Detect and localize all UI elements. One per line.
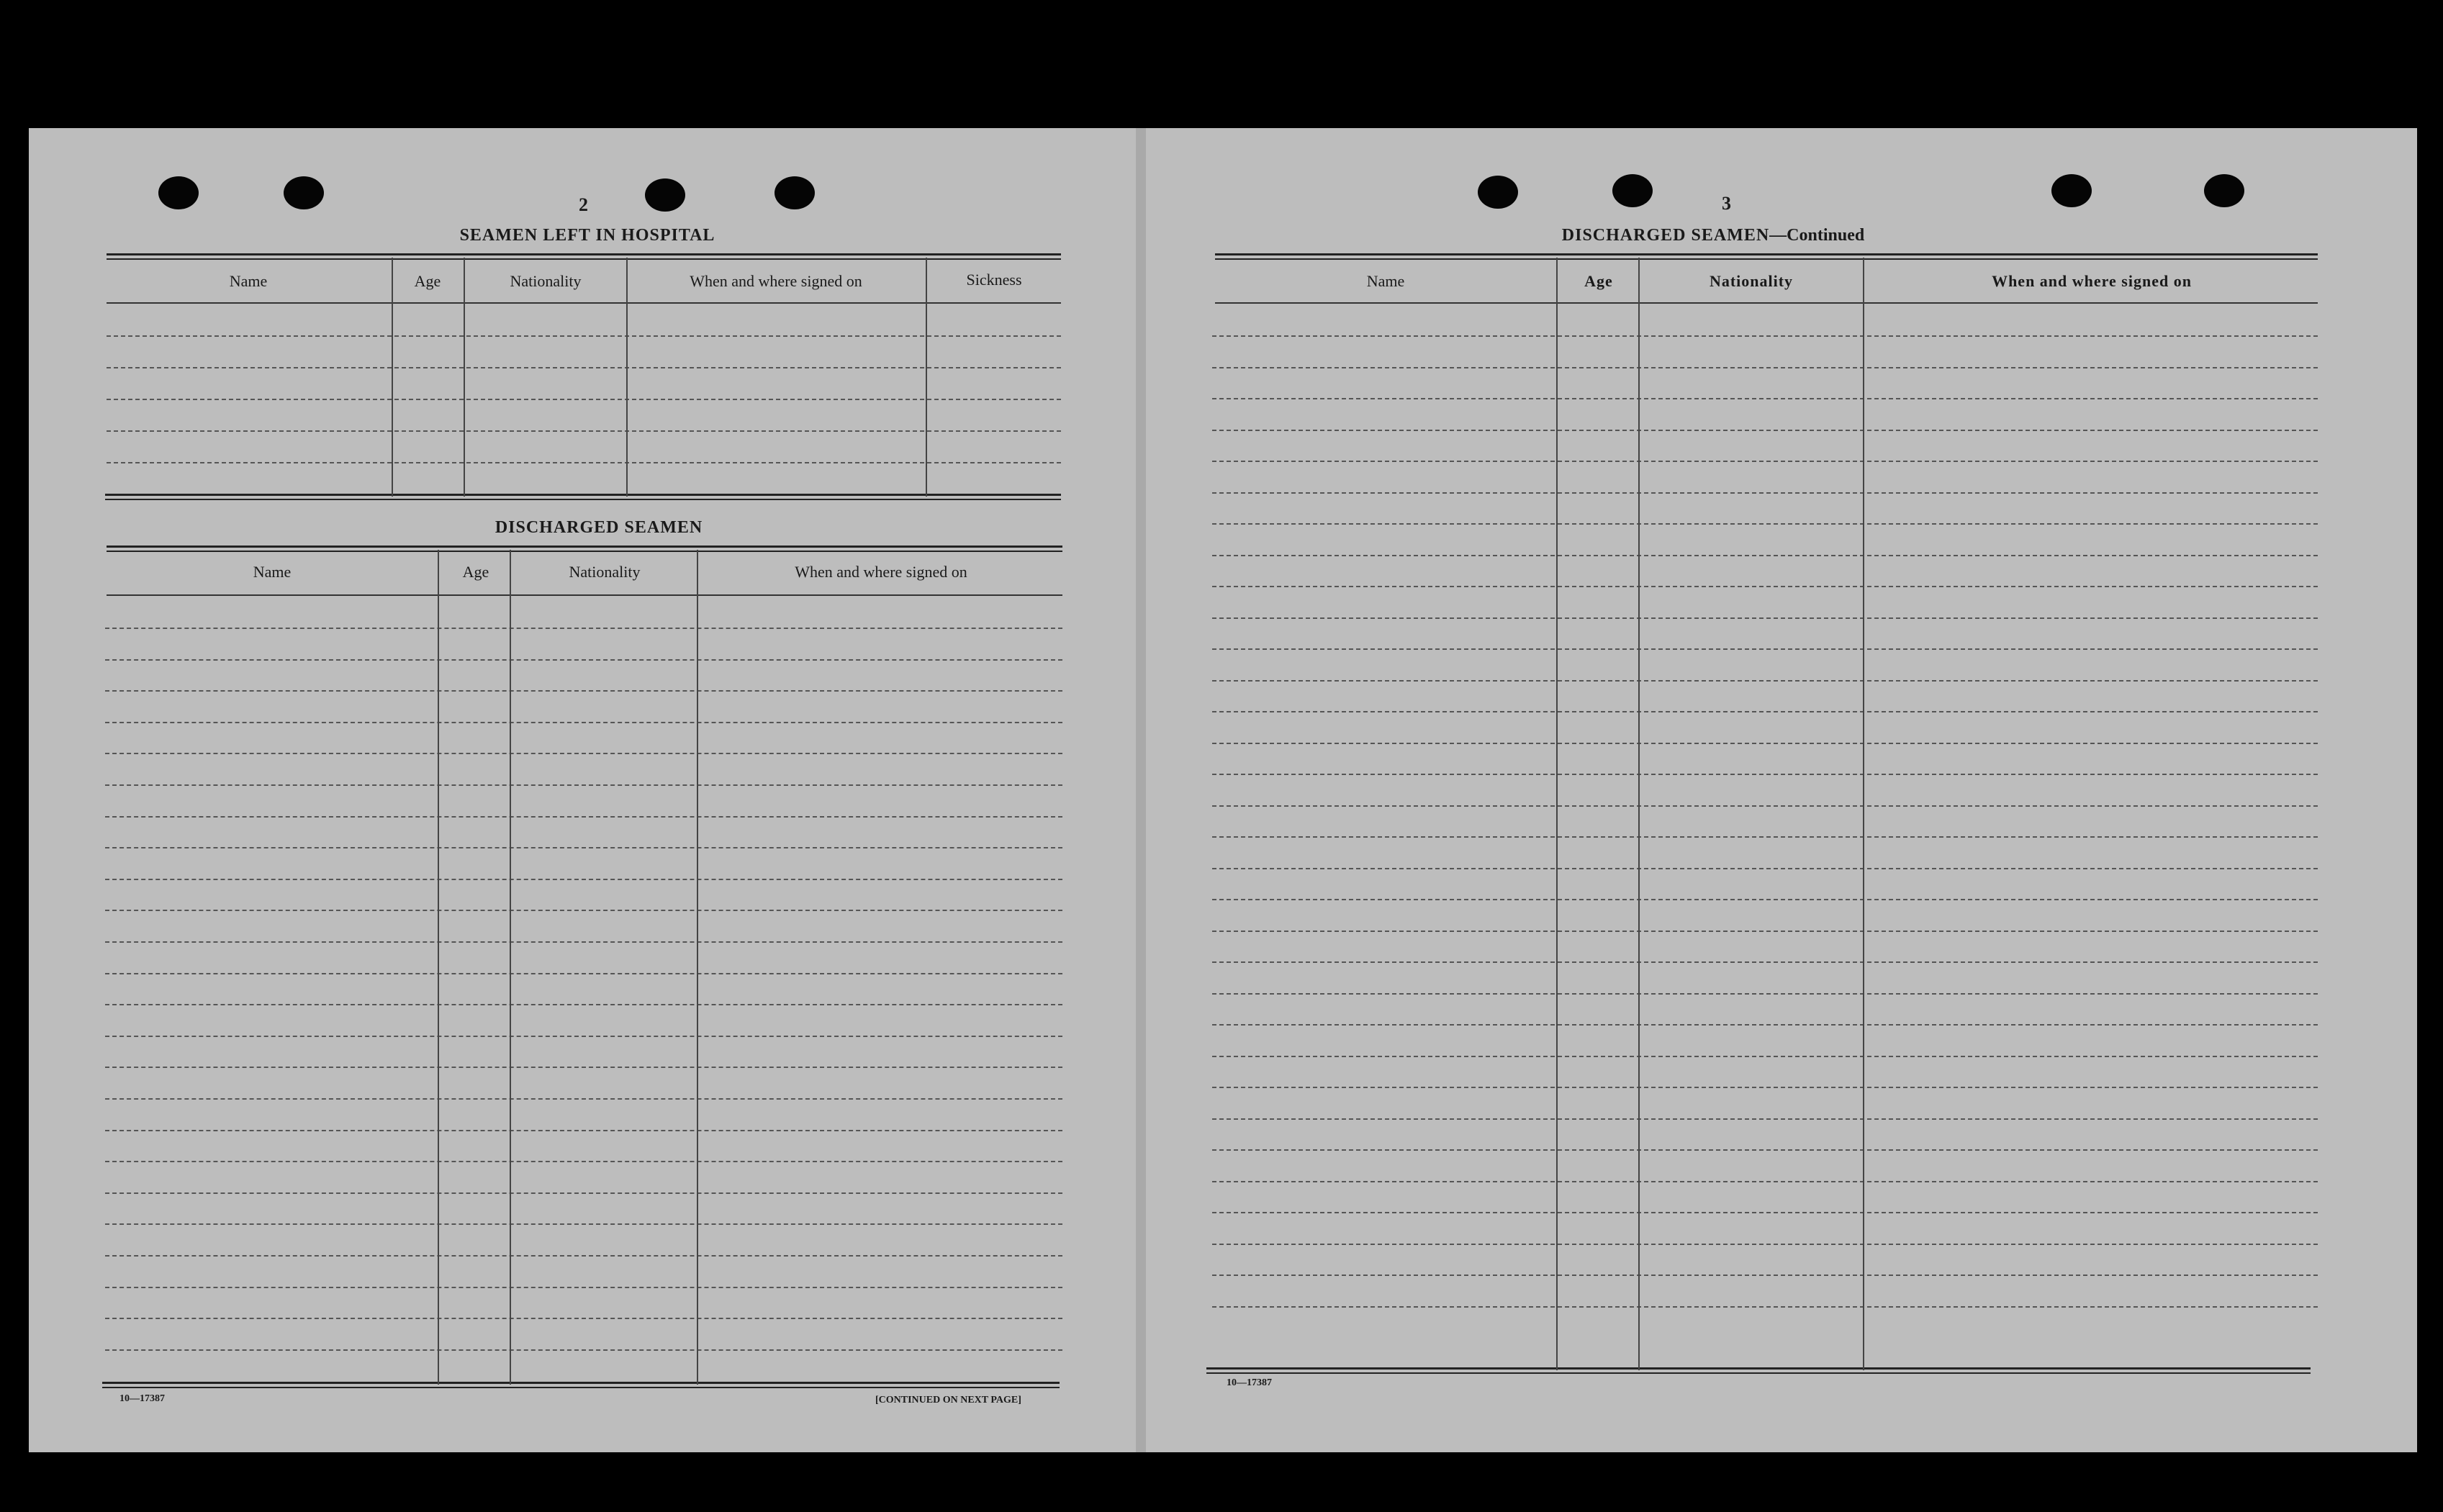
row-line	[105, 784, 1062, 786]
row-line	[1212, 1024, 2318, 1026]
column-header-when-where: When and where signed on	[795, 563, 967, 581]
column-divider	[626, 258, 628, 497]
row-line	[105, 1349, 1062, 1351]
row-line	[1212, 836, 2318, 838]
row-line	[1212, 1212, 2318, 1213]
row-line	[105, 659, 1062, 661]
punch-hole	[645, 178, 685, 212]
row-line	[1212, 774, 2318, 775]
page-number: 2	[579, 194, 588, 215]
row-line	[1212, 461, 2318, 462]
column-header-name: Name	[229, 272, 268, 290]
discharged-section-title: DISCHARGED SEAMEN	[495, 518, 703, 537]
discharged-continued-title	[1512, 226, 1915, 245]
column-header-name: Name	[253, 563, 292, 581]
column-divider	[1863, 258, 1864, 1370]
column-header-age: Age	[414, 272, 441, 290]
column-header-age: Age	[462, 563, 489, 581]
column-header-when-where: When and where signed on	[1992, 272, 2192, 290]
row-line	[1212, 523, 2318, 525]
row-line	[1212, 555, 2318, 556]
header-rule	[107, 594, 1062, 596]
punch-hole	[2204, 174, 2244, 207]
column-divider	[926, 258, 927, 497]
row-line	[107, 430, 1061, 432]
row-line	[105, 1098, 1062, 1100]
row-line	[105, 1287, 1062, 1288]
row-line	[1212, 743, 2318, 744]
row-line	[1212, 586, 2318, 587]
row-line	[105, 1130, 1062, 1131]
row-line	[1212, 367, 2318, 368]
row-line	[105, 1255, 1062, 1257]
punch-hole	[158, 176, 199, 209]
row-line	[1212, 1181, 2318, 1182]
column-divider	[1638, 258, 1640, 1370]
row-line	[105, 941, 1062, 943]
column-header-nationality: Nationality	[569, 563, 641, 581]
row-line	[1212, 398, 2318, 399]
row-line	[107, 399, 1061, 400]
column-divider	[510, 550, 511, 1385]
form-number: 10—17387	[119, 1393, 165, 1404]
row-line	[1212, 492, 2318, 494]
row-line	[1212, 805, 2318, 807]
table-top-rule	[1215, 253, 2318, 260]
row-line	[1212, 617, 2318, 619]
row-line	[1212, 931, 2318, 932]
row-line	[1212, 1149, 2318, 1151]
row-line	[105, 690, 1062, 692]
section-title-suffix: —Continued	[1769, 226, 1865, 245]
punch-hole	[2051, 174, 2092, 207]
hospital-section-title: SEAMEN LEFT IN HOSPITAL	[459, 226, 715, 245]
column-divider	[392, 258, 393, 497]
column-header-nationality: Nationality	[510, 272, 582, 290]
column-divider	[697, 550, 698, 1385]
row-line	[105, 973, 1062, 974]
table-bottom-rule	[1206, 1367, 2311, 1374]
row-line	[1212, 1118, 2318, 1120]
section-title: DISCHARGED SEAMEN	[1561, 226, 1770, 245]
row-line	[105, 1004, 1062, 1005]
column-header-nationality: Nationality	[1709, 272, 1794, 290]
row-line	[105, 1161, 1062, 1162]
column-header-name: Name	[1366, 272, 1405, 290]
punch-hole	[1612, 174, 1653, 207]
row-line	[107, 462, 1061, 463]
row-line	[1212, 961, 2318, 963]
form-number: 10—17387	[1227, 1377, 1272, 1388]
row-line	[105, 910, 1062, 911]
table-top-rule	[107, 253, 1061, 260]
row-line	[105, 1192, 1062, 1194]
row-line	[1212, 1056, 2318, 1057]
row-line	[105, 847, 1062, 848]
column-header-sickness: Sickness	[966, 271, 1022, 289]
row-line	[1212, 1275, 2318, 1276]
row-line	[1212, 335, 2318, 337]
row-line	[1212, 680, 2318, 682]
continued-note: [CONTINUED ON NEXT PAGE]	[875, 1395, 1021, 1405]
punch-hole	[775, 176, 815, 209]
row-line	[1212, 648, 2318, 650]
document-sheet	[29, 128, 2417, 1452]
row-line	[1212, 1244, 2318, 1245]
column-divider	[438, 550, 439, 1385]
header-rule	[107, 302, 1061, 304]
row-line	[1212, 1087, 2318, 1088]
row-line	[105, 1067, 1062, 1068]
row-line	[105, 879, 1062, 880]
page-number: 3	[1722, 193, 1731, 214]
row-line	[1212, 868, 2318, 869]
header-rule	[1215, 302, 2318, 304]
table-top-rule	[107, 546, 1062, 552]
punch-hole	[284, 176, 324, 209]
row-line	[105, 1223, 1062, 1225]
row-line	[105, 722, 1062, 723]
row-line	[1212, 430, 2318, 431]
punch-hole	[1478, 176, 1518, 209]
row-line	[105, 816, 1062, 818]
row-line	[107, 367, 1061, 368]
page-gutter	[1136, 128, 1146, 1452]
row-line	[1212, 1306, 2318, 1308]
row-line	[105, 628, 1062, 629]
row-line	[105, 1036, 1062, 1037]
table-bottom-rule	[102, 1382, 1060, 1388]
column-header-when-where: When and where signed on	[690, 272, 862, 290]
row-line	[1212, 899, 2318, 900]
row-line	[107, 335, 1061, 337]
column-divider	[464, 258, 465, 497]
row-line	[105, 753, 1062, 754]
column-header-age: Age	[1584, 272, 1613, 290]
table-bottom-rule	[105, 494, 1061, 500]
column-divider	[1556, 258, 1558, 1370]
row-line	[1212, 993, 2318, 995]
row-line	[105, 1318, 1062, 1319]
row-line	[1212, 711, 2318, 712]
